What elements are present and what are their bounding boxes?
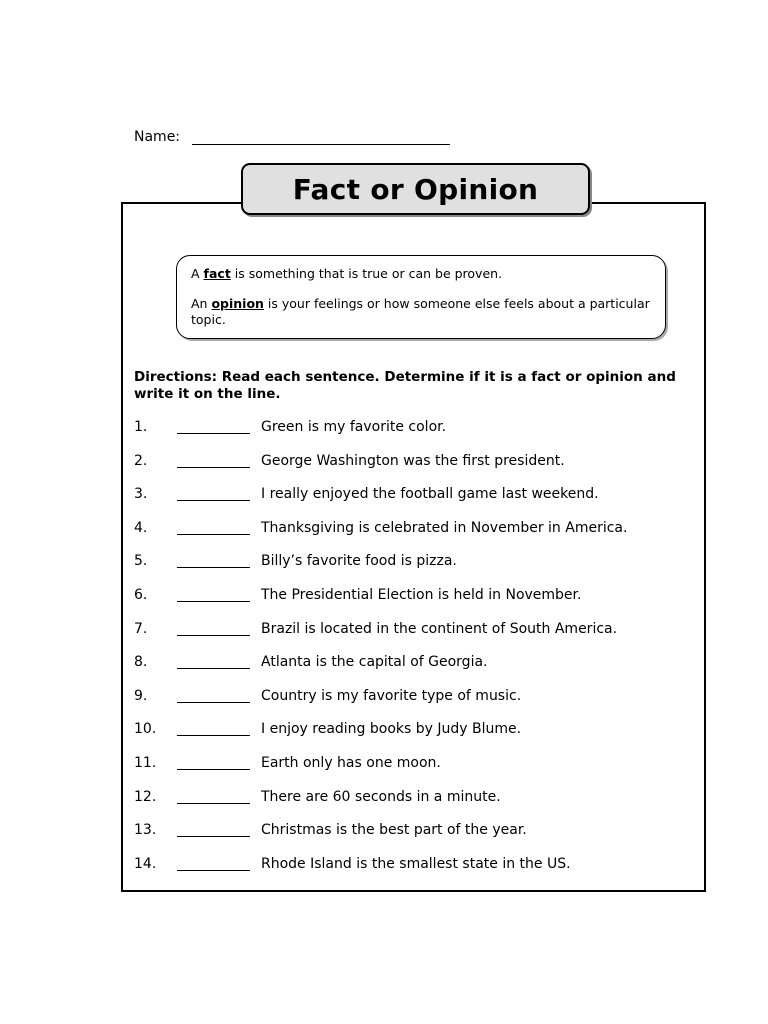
answer-blank[interactable] xyxy=(177,789,250,804)
fact-rest: is something that is true or can be proven. xyxy=(230,266,503,281)
list-item xyxy=(134,789,694,823)
question-text: I really enjoyed the football game last weekend. xyxy=(261,486,599,503)
name-row xyxy=(134,128,450,145)
list-item xyxy=(134,486,694,520)
question-number: 6. xyxy=(134,586,148,603)
definitions-box xyxy=(176,255,666,339)
answer-blank[interactable] xyxy=(177,486,250,501)
answer-blank[interactable] xyxy=(177,856,250,871)
question-number: 1. xyxy=(134,419,148,435)
opinion-prefix: An xyxy=(191,296,212,311)
answer-blank[interactable] xyxy=(177,755,250,770)
question-text: Thanksgiving is celebrated in November in America. xyxy=(261,519,628,536)
question-number: 11. xyxy=(134,754,157,771)
list-item xyxy=(134,755,694,789)
answer-blank[interactable] xyxy=(177,520,250,535)
list-item xyxy=(134,520,694,554)
fact-keyword: fact xyxy=(203,266,231,281)
list-item xyxy=(134,621,694,655)
list-item xyxy=(134,856,694,890)
question-number: 4. xyxy=(134,519,148,536)
opinion-keyword: opinion xyxy=(211,296,264,311)
list-item xyxy=(134,587,694,621)
question-number: 7. xyxy=(134,620,148,637)
question-text: Billy’s favorite food is pizza. xyxy=(261,553,457,570)
question-text: Atlanta is the capital of Georgia. xyxy=(261,654,488,671)
answer-blank[interactable] xyxy=(177,621,250,636)
list-item xyxy=(134,721,694,755)
answer-blank[interactable] xyxy=(177,721,250,736)
answer-blank[interactable] xyxy=(177,553,250,568)
answer-blank[interactable] xyxy=(177,587,250,602)
question-number: 13. xyxy=(134,822,157,839)
answer-blank[interactable] xyxy=(177,419,250,434)
list-item xyxy=(134,453,694,487)
name-blank-line[interactable] xyxy=(192,128,450,145)
question-number: 8. xyxy=(134,654,148,671)
question-number: 14. xyxy=(134,855,157,872)
question-text: Brazil is located in the continent of South America. xyxy=(261,620,618,637)
answer-blank[interactable] xyxy=(177,822,250,837)
fact-definition xyxy=(191,266,651,282)
answer-blank[interactable] xyxy=(177,654,250,669)
question-number: 12. xyxy=(134,788,157,805)
question-list xyxy=(134,419,694,889)
question-text: George Washington was the first president. xyxy=(261,452,565,469)
question-number: 5. xyxy=(134,553,148,570)
question-number: 3. xyxy=(134,486,148,503)
list-item xyxy=(134,654,694,688)
fact-prefix: A xyxy=(191,266,204,281)
question-text: Green is my favorite color. xyxy=(261,419,447,435)
list-item xyxy=(134,822,694,856)
question-text: Christmas is the best part of the year. xyxy=(261,822,527,839)
answer-blank[interactable] xyxy=(177,453,250,468)
question-number: 10. xyxy=(134,721,157,738)
question-text: Country is my favorite type of music. xyxy=(261,687,522,704)
list-item xyxy=(134,688,694,722)
question-text: There are 60 seconds in a minute. xyxy=(261,788,501,805)
question-text: Earth only has one moon. xyxy=(261,754,441,771)
question-number: 2. xyxy=(134,452,148,469)
question-text: Rhode Island is the smallest state in the US. xyxy=(261,855,571,872)
list-item xyxy=(134,553,694,587)
list-item xyxy=(134,419,694,453)
answer-blank[interactable] xyxy=(177,688,250,703)
question-text: I enjoy reading books by Judy Blume. xyxy=(261,721,522,738)
question-text: The Presidential Election is held in November. xyxy=(261,586,582,603)
opinion-definition xyxy=(191,296,651,328)
name-label: Name: xyxy=(134,129,181,145)
opinion-rest: is your feelings or how someone else feels about a particular topic. xyxy=(191,296,650,327)
directions-text: Directions: Read each sentence. Determine if it is a fact or opinion and write it on the line. xyxy=(134,369,676,402)
page-title: Fact or Opinion xyxy=(292,172,539,206)
title-banner xyxy=(241,163,590,215)
question-number: 9. xyxy=(134,687,148,704)
